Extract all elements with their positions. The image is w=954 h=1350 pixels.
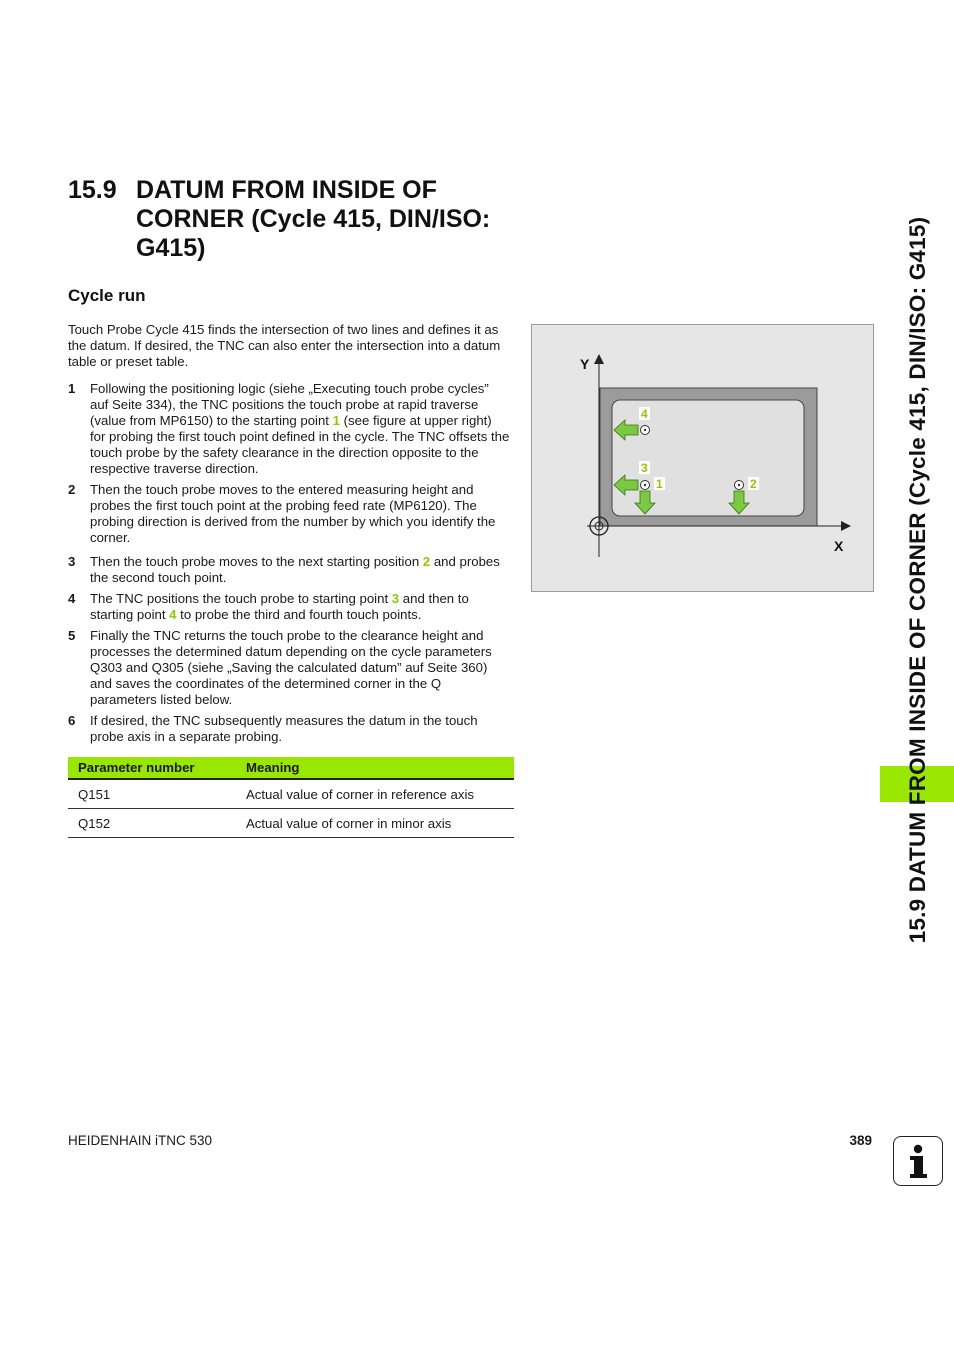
step-number: 5 <box>68 628 76 643</box>
table-header-row <box>68 757 514 779</box>
table-cell: Q151 <box>68 779 236 809</box>
step-number: 2 <box>68 482 76 497</box>
step-text: Following the positioning logic (siehe „Executing touch probe cycles” auf Seite 334), the TNC positions the touch probe at rapid traverse (value from MP6150) to the starting point <box>90 381 489 428</box>
table-cell: Actual value of corner in minor axis <box>236 809 514 838</box>
subsection-title: Cycle run <box>68 286 146 305</box>
column-header: Parameter number <box>68 757 236 779</box>
point-label-1: 1 <box>656 477 663 491</box>
footer-product: HEIDENHAIN iTNC 530 <box>68 1133 213 1148</box>
step-text: If desired, the TNC subsequently measures the datum in the touch probe axis in a separate probing. <box>90 713 478 744</box>
step-text: The TNC positions the touch probe to starting point <box>90 591 392 606</box>
step-text: Finally the TNC returns the touch probe to the clearance height and processes the determined datum depending on the cycle parameters Q303 and Q305 (siehe „Saving the calculated datum” auf Seite 360) and saves the coordinates of the determined corner in the Q parameters listed below. <box>90 628 492 707</box>
running-header-text: 15.9 DATUM FROM INSIDE OF CORNER (Cycle 415, DIN/ISO: G415) <box>905 216 930 944</box>
step-text: Then the touch probe moves to the entered measuring height and probes the first touch point at the probing feed rate (MP6120). The probing direction is derived from the number by which you identify the corner. <box>90 482 496 545</box>
parameter-table <box>68 757 514 838</box>
x-axis-label: X <box>834 538 844 554</box>
step-item <box>68 713 510 745</box>
step-number: 6 <box>68 713 76 728</box>
step-number: 3 <box>68 554 76 569</box>
section-number: 15.9 <box>68 176 117 204</box>
step-text: and then to starting point <box>90 591 469 622</box>
point-label-4: 4 <box>641 407 648 421</box>
page-number: 389 <box>849 1133 872 1148</box>
point-label-2: 2 <box>750 477 757 491</box>
running-header <box>898 160 938 1000</box>
probing-figure <box>531 324 874 592</box>
info-icon <box>893 1136 943 1186</box>
step-number: 4 <box>68 591 76 606</box>
table-row <box>68 809 514 838</box>
section-title: DATUM FROM INSIDE OF CORNER (Cycle 415, DIN/ISO: G415) <box>136 176 491 262</box>
table-row <box>68 779 514 809</box>
step-item <box>68 628 510 708</box>
table-cell: Actual value of corner in reference axis <box>236 779 514 809</box>
point-ref: 3 <box>391 591 400 606</box>
table-cell: Q152 <box>68 809 236 838</box>
point-label-3: 3 <box>641 461 648 475</box>
steps-list <box>68 381 510 745</box>
point-ref: 1 <box>332 413 340 428</box>
figure-diagram <box>532 325 873 591</box>
step-item <box>68 482 510 546</box>
step-text: Then the touch probe moves to the next starting position <box>90 554 423 569</box>
step-item <box>68 591 510 623</box>
step-text: and probes the second touch point. <box>90 554 500 585</box>
intro-paragraph: Touch Probe Cycle 415 finds the intersection of two lines and defines it as the datum. If desired, the TNC can also enter the intersection into a datum table or preset table. <box>68 322 501 369</box>
step-text: (see figure at upper right) for probing the first touch point defined in the cycle. The TNC offsets the touch probe by the safety clearance in the direction opposite to the respective traverse direction. <box>90 413 510 476</box>
point-ref: 2 <box>422 554 431 569</box>
step-item <box>68 554 510 586</box>
step-text: to probe the third and fourth touch points. <box>176 607 422 622</box>
step-item <box>68 381 510 477</box>
point-ref: 4 <box>169 607 177 622</box>
column-header: Meaning <box>236 757 514 779</box>
y-axis-label: Y <box>580 356 590 372</box>
step-number: 1 <box>68 381 76 396</box>
